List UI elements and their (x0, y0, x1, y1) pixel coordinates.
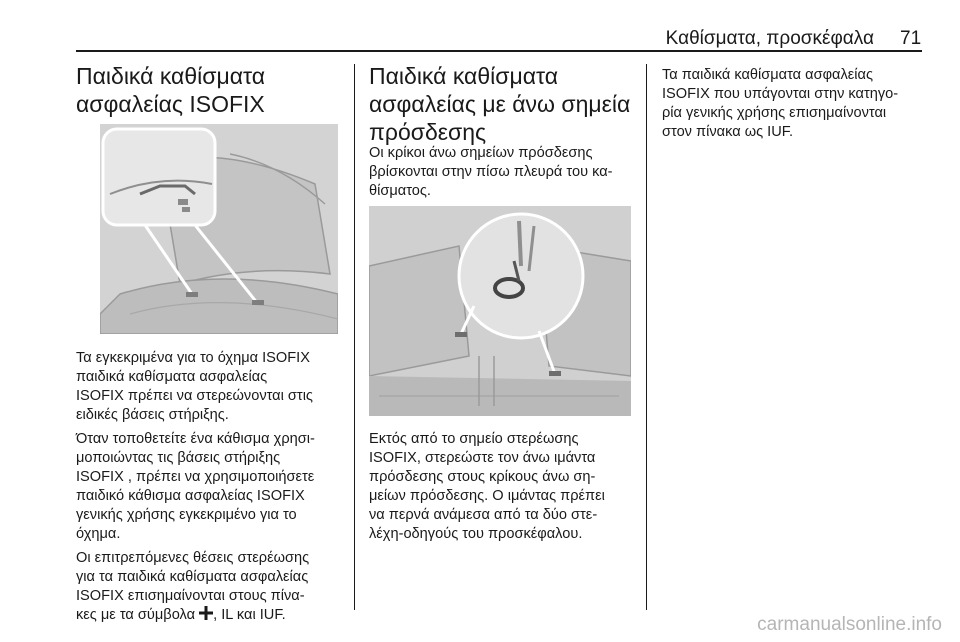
page-section-title: Καθίσματα, προσκέφαλα (665, 28, 874, 49)
text-line: ρία γενικής χρήσης επισημαίνονται (662, 105, 887, 121)
text-line: Εκτός από το σημείο στερέωσης (369, 431, 579, 447)
text-line: να περνά ανάμεσα από τα δύο στε- (369, 507, 598, 523)
heading-line: Παιδικά καθίσματα (369, 63, 559, 89)
column-divider-2 (646, 64, 647, 610)
iuf-paragraph (662, 66, 932, 142)
tether-instructions-text (369, 430, 641, 549)
text-line: ISOFIX πρέπει να στερεώνονται στις (76, 388, 313, 404)
watermark: carmanualsonline.info (757, 614, 942, 635)
heading-line: πρόσδεσης (369, 119, 487, 145)
cross-icon (199, 606, 213, 620)
text-line: παιδικό κάθισμα ασφαλείας ISOFIX (76, 488, 305, 504)
text-line: Οι επιτρεπόμενες θέσεις στερέωσης (76, 550, 310, 566)
page-number: 71 (900, 28, 922, 49)
isofix-anchor-illustration (100, 124, 338, 334)
text-line: βρίσκονται στην πίσω πλευρά του κα- (369, 164, 613, 180)
text-line: ειδικές βάσεις στήριξης. (76, 407, 229, 423)
text-line: πρόσδεσης στους κρίκους άνω ση- (369, 469, 596, 485)
text-line: Τα παιδικά καθίσματα ασφαλείας (662, 67, 873, 83)
text-line: όχημα. (76, 526, 121, 542)
heading-line: Παιδικά καθίσματα (76, 63, 266, 89)
iuf-note-text (662, 66, 932, 147)
text-line: ISOFIX , πρέπει να χρησιμοποιήσετε (76, 469, 315, 485)
text-line: μοποιώντας τις βάσεις στήριξης (76, 450, 281, 466)
isofix-paragraph-3 (76, 549, 348, 625)
text-line: ISOFIX επισημαίνονται στους πίνα- (76, 588, 305, 604)
text-line: λέχη-οδηγούς του προσκέφαλου. (369, 526, 583, 542)
heading-line: ασφαλείας ISOFIX (76, 91, 265, 117)
text-line: , IL και IUF. (213, 607, 286, 623)
text-line: ISOFIX, στερεώστε τον άνω ιμάντα (369, 450, 596, 466)
text-line: Όταν τοποθετείτε ένα κάθισμα χρησι- (76, 431, 315, 447)
top-tether-heading (369, 62, 630, 146)
text-line: μείων πρόσδεσης. Ο ιμάντας πρέπει (369, 488, 605, 504)
tether-paragraph-1 (369, 144, 641, 201)
text-line: παιδικά καθίσματα ασφαλείας (76, 369, 268, 385)
tether-paragraph-2 (369, 430, 641, 544)
column-divider-1 (354, 64, 355, 610)
text-line: για τα παιδικά καθίσματα ασφαλείας (76, 569, 309, 585)
text-line: κες με τα σύμβολα (76, 607, 200, 623)
isofix-heading (76, 62, 265, 118)
isofix-paragraph-1 (76, 349, 348, 425)
text-line: θίσματος. (369, 183, 431, 199)
text-line: γενικής χρήσης εγκεκριμένο για το (76, 507, 297, 523)
text-line: Οι κρίκοι άνω σημείων πρόσδεσης (369, 145, 593, 161)
tether-intro-text (369, 144, 641, 206)
heading-line: ασφαλείας με άνω σημεία (369, 91, 631, 117)
tether-anchor-illustration (369, 206, 631, 416)
text-line: ISOFIX που υπάγονται στην κατηγο- (662, 86, 899, 102)
text-line: Τα εγκεκριμένα για το όχημα ISOFIX (76, 350, 310, 366)
isofix-paragraph-2 (76, 430, 348, 544)
isofix-body-text (76, 349, 348, 630)
header-rule (76, 50, 922, 52)
text-line: στον πίνακα ως IUF. (662, 124, 794, 140)
